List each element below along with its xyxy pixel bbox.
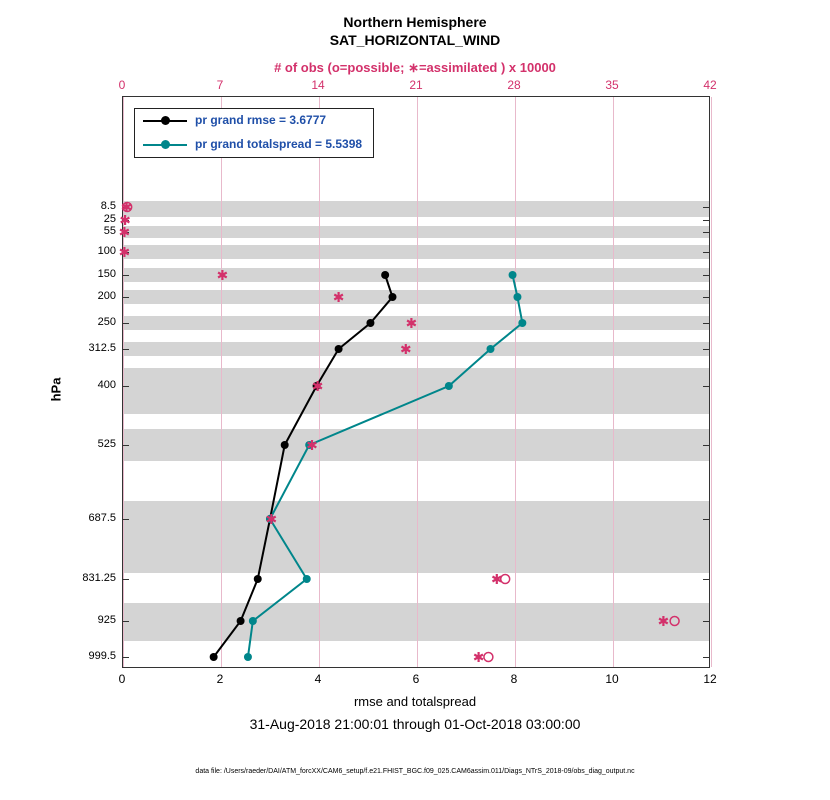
y-axis-tick-label: 150	[97, 268, 116, 280]
legend-label-totalspread: pr grand totalspread = 5.5398	[195, 137, 363, 151]
legend-marker-totalspread	[161, 140, 170, 149]
x-axis-tick-label: 8	[510, 672, 518, 686]
series-point	[518, 319, 526, 327]
x-axis-tick-label: 12	[703, 672, 717, 686]
date-range-caption: 31-Aug-2018 21:00:01 through 01-Oct-2018 03:00:00	[249, 716, 581, 732]
top-axis-tick-label: 28	[507, 78, 521, 92]
obs-possible-marker	[484, 653, 493, 662]
top-axis-label: # of obs (o=possible; ∗=assimilated ) x 10000	[274, 60, 556, 75]
chart-title-line1: Northern Hemisphere	[343, 14, 487, 30]
obs-assimilated-marker	[218, 270, 227, 280]
series-point	[244, 653, 252, 661]
obs-assimilated-marker	[120, 247, 129, 257]
obs-possible-marker	[670, 617, 679, 626]
y-axis-tick-label: 312.5	[88, 342, 116, 354]
series-line	[248, 275, 522, 657]
y-axis-tick-label: 999.5	[88, 650, 116, 662]
obs-assimilated-marker	[407, 318, 416, 328]
x-axis-tick-label: 0	[118, 672, 126, 686]
y-axis-tick-label: 8.5	[100, 200, 116, 212]
series-point	[366, 319, 374, 327]
series-point	[445, 382, 453, 390]
legend-item-totalspread	[135, 133, 373, 157]
x-axis-tick-label: 6	[412, 672, 420, 686]
y-axis-tick-label: 400	[97, 379, 116, 391]
series-point	[254, 575, 262, 583]
series-point	[381, 271, 389, 279]
series-line	[214, 275, 393, 657]
x-axis-tick-label: 2	[216, 672, 224, 686]
x-axis-title: rmse and totalspread	[353, 694, 477, 709]
y-axis-tick-label: 100	[97, 245, 116, 257]
top-axis-tick-label: 0	[118, 78, 126, 92]
legend-label-rmse: pr grand rmse = 3.6777	[195, 113, 327, 127]
y-axis-tick-label: 250	[97, 316, 116, 328]
series-point	[487, 345, 495, 353]
top-axis-tick-label: 42	[703, 78, 717, 92]
series-point	[237, 617, 245, 625]
top-axis-tick-label: 14	[311, 78, 325, 92]
chart-title-line2: SAT_HORIZONTAL_WIND	[329, 32, 501, 48]
series-point	[303, 575, 311, 583]
y-axis-tick-label: 200	[97, 290, 116, 302]
y-axis-tick-label: 55	[103, 225, 116, 237]
series-point	[249, 617, 257, 625]
obs-assimilated-marker	[334, 292, 343, 302]
series-point	[513, 293, 521, 301]
series-overlay	[123, 97, 711, 669]
y-axis-tick-label: 25	[103, 213, 116, 225]
plot-area	[122, 96, 710, 668]
top-axis-tick-label: 7	[216, 78, 224, 92]
series-point	[335, 345, 343, 353]
obs-possible-marker	[501, 575, 510, 584]
series-point	[281, 441, 289, 449]
obs-assimilated-marker	[401, 344, 410, 354]
top-axis-tick-label: 35	[605, 78, 619, 92]
y-axis-tick-label: 687.5	[88, 512, 116, 524]
obs-assimilated-marker	[474, 652, 483, 662]
top-axis-tick-label: 21	[409, 78, 423, 92]
obs-assimilated-marker	[492, 574, 501, 584]
x-axis-tick-label: 10	[605, 672, 619, 686]
data-file-caption: data file: /Users/raeder/DAI/ATM_forcXX/CAM6_setup/f.e21.FHIST_BGC.f09_025.CAM6assim.011/Diags_NTrS_2018-09/obs_diag_output.nc	[195, 768, 635, 775]
series-point	[389, 293, 397, 301]
series-point	[509, 271, 517, 279]
y-axis-tick-label: 831.25	[82, 572, 116, 584]
legend-item-rmse	[135, 109, 373, 133]
obs-assimilated-marker	[659, 616, 668, 626]
series-point	[210, 653, 218, 661]
obs-assimilated-marker	[121, 215, 130, 225]
y-axis-title: hPa	[48, 377, 64, 402]
legend-marker-rmse	[161, 116, 170, 125]
legend	[134, 108, 374, 158]
obs-assimilated-marker	[120, 227, 129, 237]
x-axis-tick-label: 4	[314, 672, 322, 686]
grid-line	[711, 97, 712, 667]
y-axis-tick-label: 525	[97, 438, 116, 450]
y-axis-tick-label: 925	[97, 614, 116, 626]
